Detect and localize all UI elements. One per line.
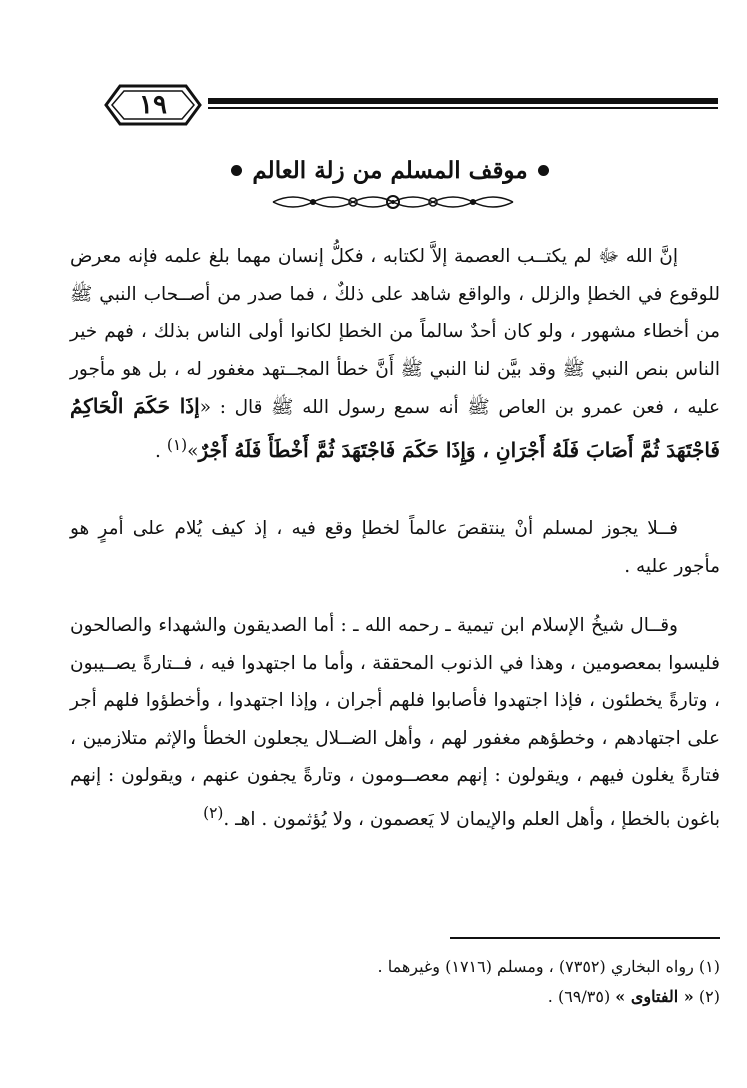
footnote-source: « الفتاوى » [615, 987, 694, 1006]
floral-ornament-icon [268, 190, 518, 214]
paragraph: فــلا يجوز لمسلم أنْ ينتقصَ عالماً لخطإ وقع فيه ، إذ كيف يُلام على أمرٍ هو مأجور عليه . [70, 518, 720, 577]
paragraph-text: إنَّ الله ﷻ لم يكتــب العصمة إلاَّ لكتابه ، فكلُّ إنسان مهما بلغ علمه فإنه معرض للوقوع في الخطإ والزلل ، والواقع شاهد على ذلكٌ ، فما صدر من أصــحاب النبي ﷺ من أخطاء مشهور ، ولو كان أحدٌ سالماً من الخطإ لكانوا أولى الناس بذلك ، فهم خير الناس بنص النبي ﷺ وقد بيَّن لنا النبي ﷺ أَنَّ خطأ المجــتهد مغفور له ، بل هو مأجور عليه ، فعن عمرو بن العاص ﷺ أنه سمع رسول الله ﷺ قال : « [70, 246, 720, 418]
paragraph: إنَّ الله ﷻ لم يكتــب العصمة إلاَّ لكتابه ، فكلُّ إنسان مهما بلغ علمه فإنه معرض للوقوع في الخطإ والزلل ، والواقع شاهد على ذلكٌ ، فما صدر من أصــحاب النبي ﷺ من أخطاء مشهور ، ولو كان أحدٌ سالماً من الخطإ لكانوا أولى الناس بذلك ، فهم خير الناس بنص النبي ﷺ وقد بيَّن لنا النبي ﷺ أَنَّ خطأ المجــتهد مغفور له ، بل هو مأجور عليه ، فعن عمرو بن العاص ﷺ أنه سمع رسول الله ﷺ قال : «إذَا حَكَمَ الْحَاكِمُ فَاجْتَهَدَ ثُمَّ أَصَابَ فَلَهُ أَجْرَانِ ، وَإِذَا حَكَمَ فَاجْتَهَدَ ثُمَّ أَخْطَأَ فَلَهُ أَجْرٌ»$^{(١)}$ . [70, 246, 720, 462]
header-rule [208, 96, 718, 112]
bullet-icon [231, 165, 242, 176]
footnote-mark: (٢) [698, 987, 720, 1006]
footnote-divider [450, 937, 720, 939]
footnote-item [70, 982, 720, 1012]
footnote-mark: (١) [698, 957, 720, 976]
page-number: ١٩ [139, 90, 167, 120]
footnote-item [70, 952, 720, 982]
hadith-close: » [187, 440, 199, 462]
footnote-ref: (١) [166, 435, 188, 454]
footnote-ref: (٢) [203, 803, 224, 822]
paragraph-text: وقــال شيخُ الإسلام ابن تيمية ـ رحمه الله ـ : أما الصديقون والشهداء والصالحون فليسوا بمعصومين ، وهذا في الذنوب المحققة ، وأما ما اجتهدوا فيه ، فــتارةً يصــيبون ، وتارةً يخطئون ، فإذا اجتهدوا فأصابوا فلهم أجران ، وإذا اجتهدوا ، وأخطؤوا فلهم أجر على اجتهادهم ، وخطؤهم مغفور لهم ، وأهل الضــلال يجعلون الخطأ والإثم متلازمين ، فتارةً يغلون فيهم ، ويقولون : إنهم معصــومون ، وتارةً يجفون عنهم ، ويقولون : إنهم باغون بالخطإ ، وأهل العلم والإيمان لا يَعصمون ، ولا يُؤثمون . اهـ . [70, 615, 720, 830]
bullet-icon [538, 165, 549, 176]
section-title [150, 150, 630, 190]
footnotes [70, 952, 720, 1012]
hadith-quote: إذَا حَكَمَ الْحَاكِمُ فَاجْتَهَدَ ثُمَّ أَصَابَ فَلَهُ أَجْرَانِ ، وَإِذَا حَكَمَ فَاجْتَهَدَ ثُمَّ أَخْطَأَ فَلَهُ أَجْرٌ [70, 394, 720, 462]
paragraph [70, 607, 720, 838]
footnote-text: (٦٩/٣٥) . [547, 987, 611, 1006]
section-title-text: موقف المسلم من زلة العالم [252, 156, 528, 184]
body-text [70, 238, 720, 838]
footnote-text: رواه البخاري (٧٣٥٢) ، ومسلم (١٧١٦) وغيرهما . [377, 957, 694, 976]
